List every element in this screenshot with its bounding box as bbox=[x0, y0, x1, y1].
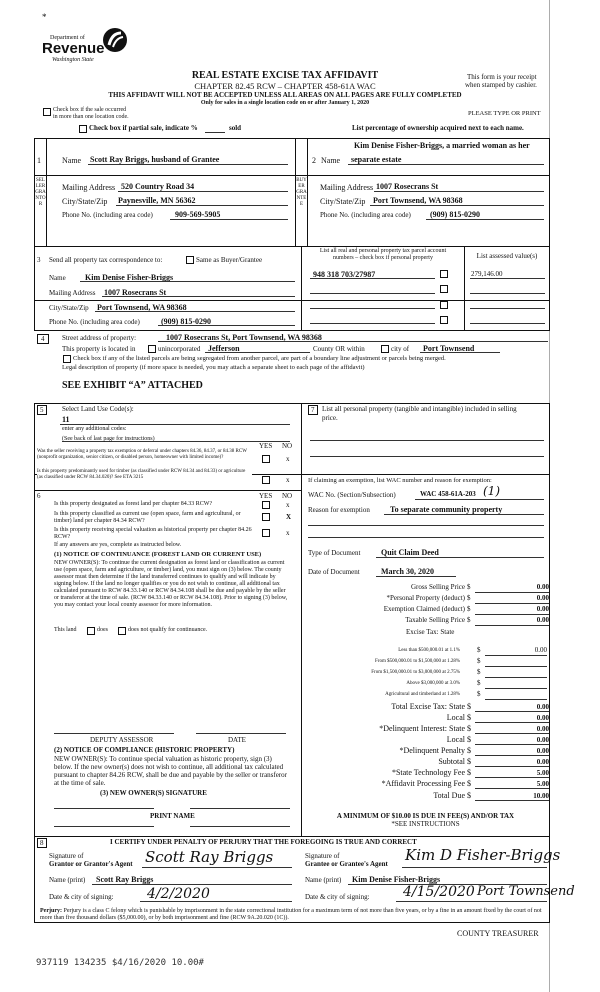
section5-q1-yes-checkbox[interactable] bbox=[262, 455, 270, 463]
notice1-title: (1) NOTICE OF CONTINUANCE (FOREST LAND OR CURRENT USE) bbox=[54, 551, 262, 558]
rule bbox=[34, 246, 35, 300]
personal-property-label-1: List all personal property (tangible and intangible) included in selling bbox=[322, 405, 517, 413]
rule bbox=[310, 440, 544, 441]
rule bbox=[196, 733, 286, 734]
rule bbox=[475, 592, 549, 593]
tax-totals bbox=[302, 702, 549, 802]
rule bbox=[54, 733, 174, 734]
additional-codes-label: enter any additional codes: bbox=[62, 426, 127, 432]
delinquent-interest-state-value[interactable]: 0.00 bbox=[536, 725, 549, 733]
grantee-printed-name[interactable]: Kim Denise Fisher-Briggs bbox=[352, 875, 441, 884]
tier-label-5: Agricultural and timberland at 1.28% bbox=[385, 692, 460, 697]
rule bbox=[475, 733, 549, 734]
section5-q2-yes-checkbox[interactable] bbox=[262, 476, 270, 484]
correspondence-mailing[interactable]: 1007 Rosecrans St bbox=[104, 288, 167, 297]
wac-subsection-circle[interactable]: (1) bbox=[483, 484, 500, 498]
rule bbox=[308, 537, 544, 538]
correspondence-phone-label: Phone No. (including area code) bbox=[49, 318, 140, 326]
seller-mailing-label: Mailing Address bbox=[62, 183, 116, 192]
delinquent-interest-state-label: *Delinquent Interest: State bbox=[379, 724, 465, 733]
this-land-label: This land bbox=[54, 627, 77, 633]
form-only-for: Only for sales in a single location code on or after January 1, 2020 bbox=[200, 100, 370, 106]
same-as-buyer-checkbox[interactable] bbox=[186, 256, 194, 264]
partial-sale-label: Check box if partial sale, indicate % bbox=[89, 124, 198, 132]
subtotal-value[interactable]: 0.00 bbox=[536, 758, 549, 766]
rule bbox=[376, 576, 456, 577]
personal-property-checkbox-3[interactable] bbox=[440, 301, 448, 309]
personal-property-label-2: price. bbox=[322, 414, 338, 422]
exhibit-a[interactable]: SEE EXHIBIT “A” ATTACHED bbox=[62, 380, 203, 391]
notice2-title: (2) NOTICE OF COMPLIANCE (HISTORIC PROPERTY) bbox=[54, 746, 235, 754]
certify-statement: I CERTIFY UNDER PENALTY OF PERJURY THAT THE FOREGOING IS TRUE AND CORRECT bbox=[110, 838, 417, 846]
section6-number: 6 bbox=[37, 492, 41, 500]
land-does-checkbox[interactable] bbox=[87, 627, 95, 635]
dollar-sign: $ bbox=[477, 646, 481, 654]
tax-label-gross: Gross Selling Price bbox=[410, 583, 465, 591]
dollar-sign: $ bbox=[467, 791, 471, 800]
rule bbox=[54, 808, 154, 809]
rule bbox=[374, 191, 544, 192]
dor-logo-icon bbox=[102, 27, 128, 53]
correspondence-name-label: Name bbox=[49, 274, 66, 282]
legal-description-label: Legal description of property (if more space is needed, you may attach a separate sheet to each page of the affidavit) bbox=[62, 364, 365, 371]
grantee-date-label: Date & city of signing: bbox=[305, 893, 370, 901]
personal-property-checkbox-1[interactable] bbox=[440, 270, 448, 278]
rule bbox=[142, 867, 292, 868]
rule bbox=[34, 300, 550, 301]
perjury-label: Perjury: bbox=[40, 908, 62, 914]
within-city-checkbox[interactable] bbox=[381, 345, 389, 353]
reason-label: Reason for exemption bbox=[308, 506, 370, 514]
rule bbox=[475, 744, 549, 745]
form-title: REAL ESTATE EXCISE TAX AFFIDAVIT bbox=[191, 70, 379, 81]
rule bbox=[80, 281, 295, 282]
rule bbox=[34, 490, 301, 491]
rule bbox=[420, 352, 500, 353]
rule bbox=[348, 164, 544, 165]
dollar-sign: $ bbox=[467, 768, 471, 777]
partial-sale-percent-line bbox=[205, 132, 225, 133]
section2-number: 2 bbox=[312, 156, 316, 165]
perjury-notice bbox=[40, 908, 545, 922]
tier-value-1[interactable]: 0.00 bbox=[534, 646, 547, 654]
land-does-label: does bbox=[97, 627, 108, 633]
seller-phone-label: Phone No. (including area code) bbox=[62, 211, 153, 219]
dollar-sign: $ bbox=[467, 616, 471, 624]
section5-number: 5 bbox=[37, 405, 47, 415]
dollar-sign: $ bbox=[467, 702, 471, 711]
rule bbox=[485, 699, 547, 700]
corner-mark: * bbox=[42, 12, 47, 22]
rule bbox=[88, 164, 288, 165]
section4-number: 4 bbox=[37, 334, 49, 344]
processing-fee-label: *Affidavit Processing Fee bbox=[381, 779, 465, 788]
buyer-phone[interactable]: (909) 815-0290 bbox=[430, 210, 480, 219]
wac-number[interactable]: WAC 458-61A-203 bbox=[420, 490, 476, 498]
seller-phone[interactable]: 909-569-5905 bbox=[175, 210, 221, 219]
rule bbox=[475, 722, 549, 723]
dor-line1: Department of bbox=[50, 35, 85, 41]
tier-label-3: From $1,500,000.01 to $3,000,000 at 2.75% bbox=[371, 670, 460, 675]
total-excise-local-value[interactable]: 0.00 bbox=[536, 714, 549, 722]
county-label: County OR within bbox=[313, 345, 365, 353]
correspondence-city[interactable]: Port Townsend, WA 98368 bbox=[97, 303, 187, 312]
section3-number: 3 bbox=[37, 256, 41, 264]
rule bbox=[158, 325, 295, 326]
rule bbox=[475, 711, 549, 712]
section6-if-yes: If any answers are yes, complete as instructed below. bbox=[54, 542, 182, 548]
rule bbox=[116, 205, 288, 206]
rule bbox=[470, 323, 545, 324]
personal-property-checkbox-2[interactable] bbox=[440, 285, 448, 293]
assessed-value[interactable]: 279,146.00 bbox=[471, 270, 503, 278]
buyer-name-line2[interactable]: separate estate bbox=[351, 155, 402, 164]
rule bbox=[485, 677, 547, 678]
rule bbox=[310, 323, 435, 324]
section5-q2: Is this property predominantly used for timber (as classified under RCW 84.34 and 84.33) or agriculture (as classified under RCW 84.34.020)? See ETA 3215 bbox=[37, 469, 252, 481]
tax-label-personal: *Personal Property (deduct) bbox=[386, 594, 465, 602]
grantor-date[interactable]: 4/2/2020 bbox=[147, 886, 210, 902]
section6-q2: Is this property classified as current use (open space, farm and agricultural, or timber) land per chapter 84.34 RCW? bbox=[54, 511, 241, 524]
cashier-stamp: 937119 134235 $4/16/2020 10.00# bbox=[36, 958, 204, 968]
rule bbox=[140, 901, 292, 902]
buyer-side-label: BUYER GRANTEE bbox=[296, 178, 307, 207]
rule bbox=[475, 777, 549, 778]
grantee-signature-label-1: Signature of bbox=[305, 852, 340, 860]
delinquent-penalty-value[interactable]: 0.00 bbox=[536, 747, 549, 755]
rule bbox=[34, 836, 550, 837]
rule bbox=[426, 219, 544, 220]
dollar-sign: $ bbox=[477, 690, 481, 698]
see-back-label: (See back of last page for instructions) bbox=[62, 436, 155, 442]
tax-table bbox=[302, 583, 549, 636]
total-excise-local-label: Local bbox=[446, 713, 465, 722]
rule bbox=[102, 296, 295, 297]
seller-name-label: Name bbox=[62, 156, 82, 165]
rule bbox=[475, 755, 549, 756]
correspondence-city-label: City/State/Zip bbox=[49, 304, 89, 312]
rule bbox=[34, 836, 35, 922]
partial-sale-sold: sold bbox=[229, 124, 242, 132]
parcel-header-1: List all real and personal property tax parcel account bbox=[319, 248, 447, 254]
rule bbox=[464, 300, 465, 330]
delinquent-interest-local-label: Local bbox=[446, 735, 465, 744]
buyer-city-label: City/State/Zip bbox=[320, 197, 366, 206]
rule bbox=[470, 308, 545, 309]
buyer-name-line1[interactable]: Kim Denise Fisher-Briggs, a married woman as her bbox=[354, 141, 530, 150]
grantee-signature-label-2: Grantee or Grantee's Agent bbox=[305, 860, 388, 868]
grantee-name-label: Name (print) bbox=[305, 876, 342, 884]
dollar-sign: $ bbox=[467, 583, 471, 591]
grantor-date-label: Date & city of signing: bbox=[49, 893, 114, 901]
rule bbox=[205, 352, 310, 353]
rule bbox=[301, 300, 302, 330]
section7-number: 7 bbox=[308, 405, 318, 415]
section6-q3: Is this property receiving special valuation as historical property per chapter 84.26 RCW? bbox=[54, 527, 252, 540]
correspondence-mailing-label: Mailing Address bbox=[49, 289, 96, 297]
section6-no-header: NO bbox=[282, 492, 293, 500]
seller-name[interactable]: Scott Ray Briggs, husband of Grantee bbox=[90, 155, 220, 164]
total-due-value[interactable]: 10.00 bbox=[533, 792, 549, 800]
rule bbox=[470, 278, 545, 279]
dor-line2: Revenue bbox=[42, 40, 105, 57]
correspondence-label: Send all property tax correspondence to: bbox=[49, 256, 163, 264]
rule bbox=[95, 311, 295, 312]
land-use-code[interactable]: 11 bbox=[62, 415, 70, 424]
rule bbox=[34, 922, 550, 923]
tax-value-personal[interactable]: 0.00 bbox=[536, 594, 549, 602]
deputy-date-label: DATE bbox=[228, 736, 246, 744]
dollar-sign: $ bbox=[467, 724, 471, 733]
rule bbox=[310, 308, 435, 309]
print-name-label: PRINT NAME bbox=[150, 812, 195, 820]
tax-value-taxable[interactable]: 0.00 bbox=[536, 616, 549, 624]
wac-label: WAC No. (Section/Subsection) bbox=[308, 491, 396, 499]
new-owner-signature-label: (3) NEW OWNER(S) SIGNATURE bbox=[100, 789, 207, 797]
buyer-mailing[interactable]: 1007 Rosecrans St bbox=[376, 182, 439, 191]
dollar-sign: $ bbox=[467, 713, 471, 722]
technology-fee-value[interactable]: 5.00 bbox=[536, 769, 549, 777]
tier-label-1: Less than $500,000.01 at 1.1% bbox=[398, 648, 460, 653]
tax-rows-1 bbox=[302, 583, 549, 628]
section5-q1-answer[interactable]: x bbox=[286, 455, 290, 463]
segregated-label: Check box if any of the listed parcels are being segregated from another parcel, are part of a boundary line adjustment or parcels being merged. bbox=[73, 355, 446, 362]
perjury-text: Perjury is a class C felony which is punishable by imprisonment in the state correctional institution for a maximum term of not more than five years, or by a fine in an amount fixed by the court of not more than five thousand dollars ($5,000.00), or by both imprisonment and fine (RCW 9A.20.020 (1C)). bbox=[40, 908, 542, 921]
section5-q2-answer[interactable]: x bbox=[286, 476, 290, 484]
processing-fee-value[interactable]: 5.00 bbox=[536, 780, 549, 788]
rule bbox=[470, 293, 545, 294]
dollar-sign: $ bbox=[467, 605, 471, 613]
property-city[interactable]: Port Townsend bbox=[423, 344, 475, 353]
city-of-label: city of bbox=[391, 345, 410, 353]
deputy-assessor-label: DEPUTY ASSESSOR bbox=[90, 736, 154, 744]
rule bbox=[54, 826, 154, 827]
dollar-sign: $ bbox=[467, 735, 471, 744]
rule bbox=[190, 826, 290, 827]
unincorporated-label: unincorporated bbox=[158, 345, 201, 353]
segregated-checkbox[interactable] bbox=[63, 355, 71, 363]
rule bbox=[310, 278, 435, 279]
seller-mailing[interactable]: 520 Country Road 34 bbox=[121, 182, 195, 191]
doc-date-label: Date of Document bbox=[308, 568, 360, 576]
tier-label-2: From $500,000.01 to $1,500,000 at 1.28% bbox=[375, 659, 460, 664]
land-use-label: Select Land Use Code(s): bbox=[62, 405, 134, 413]
grantee-city[interactable]: Port Townsend bbox=[477, 884, 575, 899]
multi-location-label-1: Check box if the sale occurred bbox=[53, 107, 127, 113]
rule bbox=[92, 884, 292, 885]
technology-fee-label: *State Technology Fee bbox=[391, 768, 465, 777]
dollar-sign: $ bbox=[467, 757, 471, 766]
grantee-signature[interactable]: Kim D Fisher-Briggs bbox=[405, 846, 561, 864]
section6-yes-header: YES bbox=[259, 492, 273, 500]
rule bbox=[308, 525, 544, 526]
total-excise-state-label: Total Excise Tax: State bbox=[391, 702, 465, 711]
section6-q1-yes-checkbox[interactable] bbox=[262, 501, 270, 509]
rule bbox=[475, 800, 549, 801]
dollar-sign: $ bbox=[477, 668, 481, 676]
delinquent-interest-local-value[interactable]: 0.00 bbox=[536, 736, 549, 744]
tax-value-gross[interactable]: 0.00 bbox=[536, 583, 549, 591]
rule bbox=[34, 138, 550, 139]
multi-location-checkbox[interactable] bbox=[43, 108, 51, 116]
exemption-label: If claiming an exemption, list WAC number and reason for exemption: bbox=[308, 477, 492, 484]
buyer-name-label: Name bbox=[321, 156, 341, 165]
form-warning: THIS AFFIDAVIT WILL NOT BE ACCEPTED UNLESS ALL AREAS ON ALL PAGES ARE FULLY COMPLETED bbox=[108, 91, 462, 99]
rule bbox=[170, 219, 288, 220]
land-does-not-label: does not qualify for continuance. bbox=[128, 627, 208, 633]
rule bbox=[46, 138, 47, 246]
doc-type-label: Type of Document bbox=[308, 549, 361, 557]
rule bbox=[485, 655, 547, 656]
parcel-number[interactable]: 948 318 703/27987 bbox=[313, 270, 376, 279]
minimum-fee-note: A MINIMUM OF $10.00 IS DUE IN FEE(S) AND/OR TAX bbox=[336, 812, 515, 820]
section8-number: 8 bbox=[37, 838, 47, 848]
partial-sale-checkbox[interactable] bbox=[79, 125, 87, 133]
buyer-city[interactable]: Port Townsend, WA 98368 bbox=[373, 196, 463, 205]
total-excise-state-value[interactable]: 0.00 bbox=[536, 703, 549, 711]
rule bbox=[485, 666, 547, 667]
section1-number: 1 bbox=[37, 156, 41, 165]
section6-q3-answer[interactable]: x bbox=[286, 529, 290, 537]
rule bbox=[376, 557, 544, 558]
property-county[interactable]: Jefferson bbox=[208, 344, 240, 353]
rule bbox=[301, 474, 550, 475]
grantor-signature-label-2: Grantor or Grantor's Agent bbox=[49, 860, 133, 868]
county-treasurer-label: COUNTY TREASURER bbox=[457, 929, 539, 938]
rule bbox=[475, 625, 549, 626]
rule bbox=[402, 867, 547, 868]
land-does-not-checkbox[interactable] bbox=[118, 627, 126, 635]
unincorporated-checkbox[interactable] bbox=[148, 345, 156, 353]
seller-city[interactable]: Paynesville, MN 56362 bbox=[118, 196, 196, 205]
buyer-phone-label: Phone No. (including area code) bbox=[320, 211, 411, 219]
notice2-body: NEW OWNER(S): To continue special valuation as historic property, sign (3) below. If the new owner(s) does not wish to continue, all additional tax calculated pursuant to chapter 84.26 RCW, shall be due and payable by the seller or transferor at the time of sale. bbox=[54, 755, 288, 787]
dollar-sign: $ bbox=[477, 657, 481, 665]
rule bbox=[485, 688, 547, 689]
correspondence-phone[interactable]: (909) 815-0290 bbox=[161, 317, 211, 326]
located-label: This property is located in bbox=[62, 345, 136, 353]
section6-q3-yes-checkbox[interactable] bbox=[262, 529, 270, 537]
dollar-sign: $ bbox=[467, 779, 471, 788]
personal-property-checkbox-4[interactable] bbox=[440, 316, 448, 324]
receipt-note-1: This form is your receipt bbox=[467, 73, 537, 81]
grantor-name-label: Name (print) bbox=[49, 876, 86, 884]
total-due-label: Total Due bbox=[433, 791, 465, 800]
grantor-signature[interactable]: Scott Ray Briggs bbox=[145, 848, 274, 866]
tax-value-exemption[interactable]: 0.00 bbox=[536, 605, 549, 613]
assessed-header: List assessed value(s) bbox=[476, 252, 538, 260]
percentage-note: List percentage of ownership acquired next to each name. bbox=[352, 124, 524, 132]
grantor-signature-label-1: Signature of bbox=[49, 852, 84, 860]
rule bbox=[190, 808, 290, 809]
form-chapter: CHAPTER 82.45 RCW – CHAPTER 458-61A WAC bbox=[194, 81, 376, 91]
seller-side-label: SELLER GRANTOR bbox=[35, 178, 46, 207]
section5-no-header: NO bbox=[282, 442, 293, 450]
section5-yes-header: YES bbox=[259, 442, 273, 450]
rule bbox=[475, 603, 549, 604]
parcel-header-2: numbers – check box if personal property bbox=[333, 255, 433, 261]
section6-q2-answer[interactable]: X bbox=[286, 513, 292, 521]
rule bbox=[307, 138, 308, 246]
tier-label-4: Above $3,000,000 at 3.0% bbox=[406, 681, 460, 686]
rule bbox=[34, 403, 35, 836]
section6-q1: Is this property designated as forest land per chapter 84.33 RCW? bbox=[54, 501, 213, 507]
exemption-reason[interactable]: To separate community property bbox=[390, 505, 503, 514]
rule bbox=[384, 514, 544, 515]
grantor-printed-name[interactable]: Scott Ray Briggs bbox=[96, 875, 154, 884]
rule bbox=[34, 246, 550, 247]
section6-q1-answer[interactable]: x bbox=[286, 501, 290, 509]
type-or-print: PLEASE TYPE OR PRINT bbox=[468, 110, 541, 117]
section6-q2-yes-checkbox[interactable] bbox=[262, 513, 270, 521]
rule bbox=[34, 175, 550, 176]
grantee-date[interactable]: 4/15/2020 bbox=[403, 884, 475, 900]
street-label: Street address of property: bbox=[62, 334, 137, 342]
rule bbox=[60, 424, 290, 425]
rule bbox=[158, 341, 548, 342]
subtotal-label: Subtotal bbox=[438, 757, 465, 766]
see-instructions-note: *SEE INSTRUCTIONS bbox=[391, 820, 460, 828]
rule bbox=[475, 614, 549, 615]
correspondence-name[interactable]: Kim Denise Fisher-Briggs bbox=[85, 273, 174, 282]
buyer-mailing-label: Mailing Address bbox=[320, 183, 374, 192]
section5-q1: Was the seller receiving a property tax exemption or deferral under chapters 84.36, 84.37, or 84.38 RCW (nonprofit organization, senior citizen, or disabled person, homeowner with limited income)? bbox=[37, 449, 247, 460]
rule bbox=[475, 788, 549, 789]
rule bbox=[310, 456, 544, 457]
rule bbox=[310, 293, 435, 294]
dor-logo bbox=[40, 27, 132, 69]
rule bbox=[34, 330, 550, 331]
rule bbox=[396, 901, 547, 902]
property-street[interactable]: 1007 Rosecrans St, Port Townsend, WA 98368 bbox=[166, 333, 322, 342]
rule bbox=[475, 766, 549, 767]
rule bbox=[370, 205, 544, 206]
tax-label-taxable: Taxable Selling Price bbox=[405, 616, 465, 624]
rule bbox=[118, 191, 288, 192]
rule bbox=[415, 499, 544, 500]
doc-date[interactable]: March 30, 2020 bbox=[381, 567, 434, 576]
dollar-sign: $ bbox=[467, 594, 471, 602]
tax-label-exemption: Exemption Claimed (deduct) bbox=[383, 605, 465, 613]
multi-location-label-2: in more than one location code. bbox=[53, 114, 129, 120]
rule bbox=[34, 403, 550, 404]
notice1-body: NEW OWNER(S): To continue the current designation as forest land or classification as current use (open space, farm and agriculture, or timber) land, you must sign on (3) below. The county assessor must then determine if the land transferred continues to qualify and will indicate by signing below. If the land no longer qualifies or you do not wish to continue, all additional tax calculated pursuant to RCW 84.33.140 or RCW 84.34.108 shall be due and payable by the seller or transferor at the time of sale. (RCW 84.33.140 or RCW 84.34.108). Prior to signing (3) below, you may contact your local county assessor for more information. bbox=[54, 560, 288, 608]
dor-line3: Washington State bbox=[52, 57, 94, 63]
doc-type[interactable]: Quit Claim Deed bbox=[381, 548, 439, 557]
excise-state-label: Excise Tax: State bbox=[406, 628, 455, 636]
receipt-note-2: when stamped by cashier. bbox=[465, 81, 537, 89]
seller-city-label: City/State/Zip bbox=[62, 197, 108, 206]
dollar-sign: $ bbox=[477, 679, 481, 687]
same-as-buyer-label: Same as Buyer/Grantee bbox=[196, 256, 263, 264]
rule bbox=[34, 300, 35, 330]
delinquent-penalty-label: *Delinquent Penalty bbox=[399, 746, 465, 755]
scan-edge-line bbox=[549, 0, 550, 992]
dollar-sign: $ bbox=[467, 746, 471, 755]
